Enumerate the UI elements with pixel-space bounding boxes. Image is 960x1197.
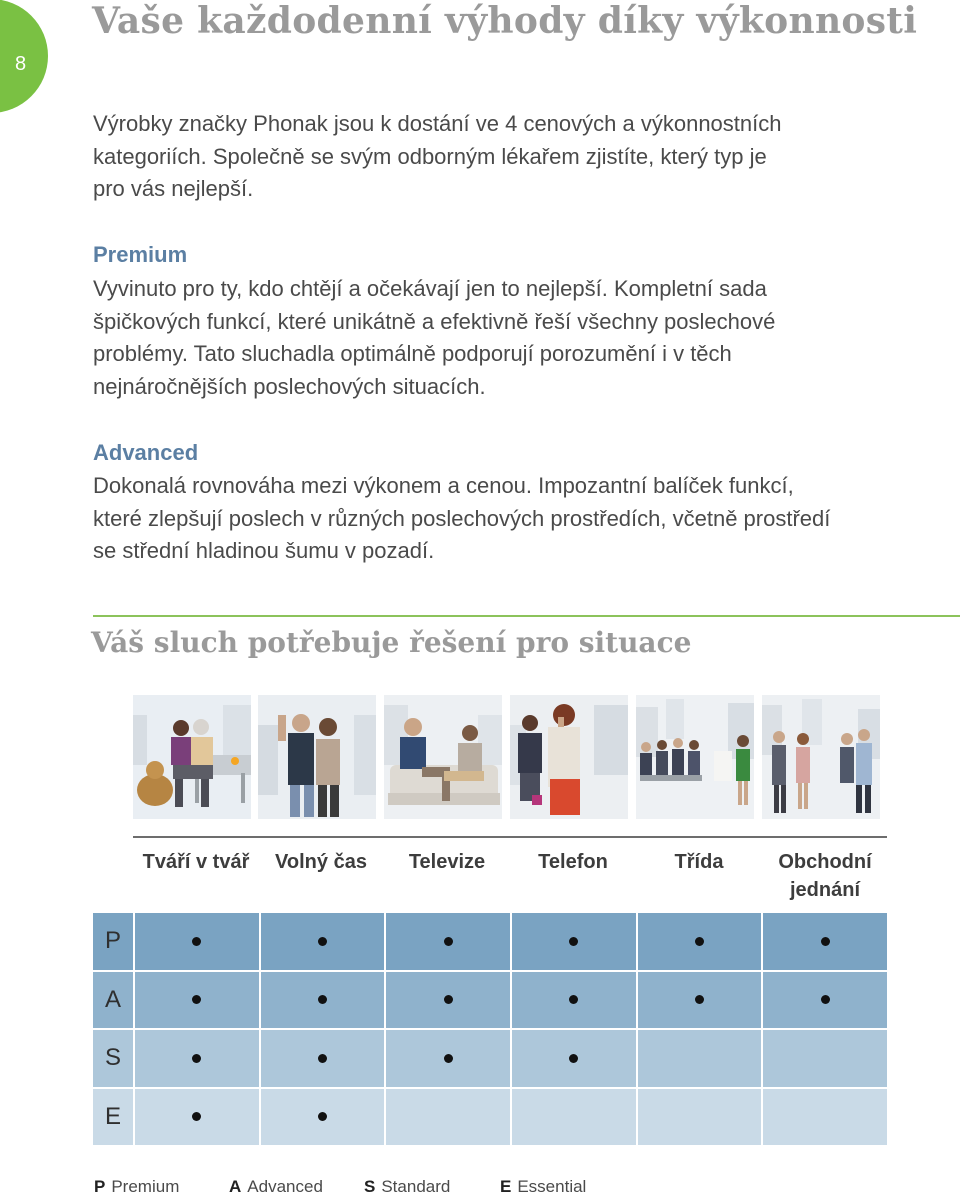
legend-advanced: [229, 1177, 323, 1197]
bullet-dot: [192, 937, 201, 946]
matrix-cell: [386, 913, 510, 970]
section-divider: [93, 615, 960, 617]
matrix-cell: [763, 1089, 887, 1146]
bullet-dot: [695, 995, 704, 1004]
legend-key: A: [229, 1177, 242, 1196]
matrix-cell: [261, 1089, 385, 1146]
column-label: Tváří v tvář: [142, 851, 250, 873]
matrix-cell: [135, 972, 259, 1029]
premium-line: nejnáročnějších poslechových situacích.: [93, 373, 486, 399]
legend-premium: [94, 1177, 179, 1197]
premium-paragraph: [93, 273, 823, 403]
section-subtitle: Váš sluch potřebuje řešení pro situace: [91, 626, 692, 659]
intro-paragraph: [93, 108, 823, 206]
legend-label: Essential: [517, 1177, 587, 1196]
column-header-business-meeting: [762, 848, 888, 904]
advanced-paragraph: [93, 470, 853, 568]
matrix-cell: [261, 1030, 385, 1087]
column-header-classroom: [636, 848, 762, 876]
page-number: 8: [15, 53, 27, 75]
column-label: Třída: [674, 851, 724, 873]
legend-label: Standard: [381, 1177, 451, 1196]
advanced-line: Dokonalá rovnováha mezi výkonem a cenou. Impozantní balíček funkcí,: [93, 473, 794, 498]
bullet-dot: [569, 995, 578, 1004]
advanced-line: které zlepšují poslech v různých poslechových prostředích, včetně prostředí: [93, 505, 831, 531]
legend-essential: [500, 1177, 586, 1197]
legend-key: E: [500, 1177, 512, 1196]
matrix-cell: [512, 972, 636, 1029]
bullet-dot: [318, 937, 327, 946]
matrix-cell: [386, 972, 510, 1029]
row-label: A: [93, 972, 133, 1029]
column-label-line2: jednání: [789, 879, 860, 901]
legend-key: S: [364, 1177, 376, 1196]
column-label: Televize: [408, 851, 486, 873]
premium-line: Vyvinuto pro ty, kdo chtějí a očekávají jen to nejlepší. Kompletní sada: [93, 276, 767, 301]
legend-label: Premium: [111, 1177, 180, 1196]
matrix-cell: [512, 913, 636, 970]
matrix-cell: [135, 1030, 259, 1087]
matrix-cell: [261, 972, 385, 1029]
intro-line: Výrobky značky Phonak jsou k dostání ve 4 cenových a výkonnostních: [93, 111, 782, 136]
matrix-cell: [763, 972, 887, 1029]
column-label: Obchodní: [778, 851, 872, 873]
bullet-dot: [695, 937, 704, 946]
column-header-leisure: [258, 848, 384, 876]
matrix-cell: [386, 1089, 510, 1146]
bullet-dot: [318, 1112, 327, 1121]
matrix-cell: [512, 1089, 636, 1146]
advanced-heading: Advanced: [93, 440, 199, 465]
bullet-dot: [444, 1054, 453, 1063]
matrix-cell: [763, 1030, 887, 1087]
premium-heading: Premium: [93, 242, 188, 267]
matrix-cell: [763, 913, 887, 970]
column-header-rule: [133, 836, 887, 838]
matrix-cell: [638, 913, 762, 970]
bullet-dot: [192, 1054, 201, 1063]
column-header-face-to-face: [133, 848, 259, 876]
performance-matrix: [93, 913, 887, 1145]
bullet-dot: [318, 1054, 327, 1063]
column-label: Telefon: [538, 851, 608, 873]
bullet-dot: [318, 995, 327, 1004]
matrix-cell: [261, 913, 385, 970]
matrix-cell: [135, 1089, 259, 1146]
leisure-photo: [258, 695, 376, 819]
bullet-dot: [821, 937, 830, 946]
bullet-dot: [192, 1112, 201, 1121]
page-title: Vaše každodenní výhody díky výkonnosti: [92, 0, 918, 42]
bullet-dot: [444, 937, 453, 946]
matrix-cell: [512, 1030, 636, 1087]
matrix-cell: [386, 1030, 510, 1087]
row-label: E: [93, 1089, 133, 1146]
matrix-cell: [638, 972, 762, 1029]
bullet-dot: [444, 995, 453, 1004]
advanced-line: se střední hladinou šumu v pozadí.: [93, 538, 435, 563]
matrix-cell: [638, 1030, 762, 1087]
bullet-dot: [569, 1054, 578, 1063]
matrix-cell: [135, 913, 259, 970]
television-photo: [384, 695, 502, 819]
column-header-telephone: [510, 848, 636, 876]
intro-line: kategoriích. Společně se svým odborným lékařem zjistíte, který typ je: [93, 143, 767, 169]
bullet-dot: [569, 937, 578, 946]
intro-line: pro vás nejlepší.: [93, 176, 254, 201]
legend-key: P: [94, 1177, 106, 1196]
column-label: Volný čas: [275, 851, 367, 873]
row-label: P: [93, 913, 133, 970]
row-label: S: [93, 1030, 133, 1087]
classroom-photo: [636, 695, 754, 819]
legend-standard: [364, 1177, 450, 1197]
premium-line: problémy. Tato sluchadla optimálně podporují porozumění i v těch: [93, 341, 732, 366]
legend-label: Advanced: [247, 1177, 323, 1196]
business-meeting-photo: [762, 695, 880, 819]
telephone-photo: [510, 695, 628, 819]
premium-line: špičkových funkcí, které unikátně a efektivně řeší všechny poslechové: [93, 308, 776, 334]
bullet-dot: [821, 995, 830, 1004]
bullet-dot: [192, 995, 201, 1004]
matrix-cell: [638, 1089, 762, 1146]
column-header-television: [384, 848, 510, 876]
face-to-face-photo: [133, 695, 251, 819]
